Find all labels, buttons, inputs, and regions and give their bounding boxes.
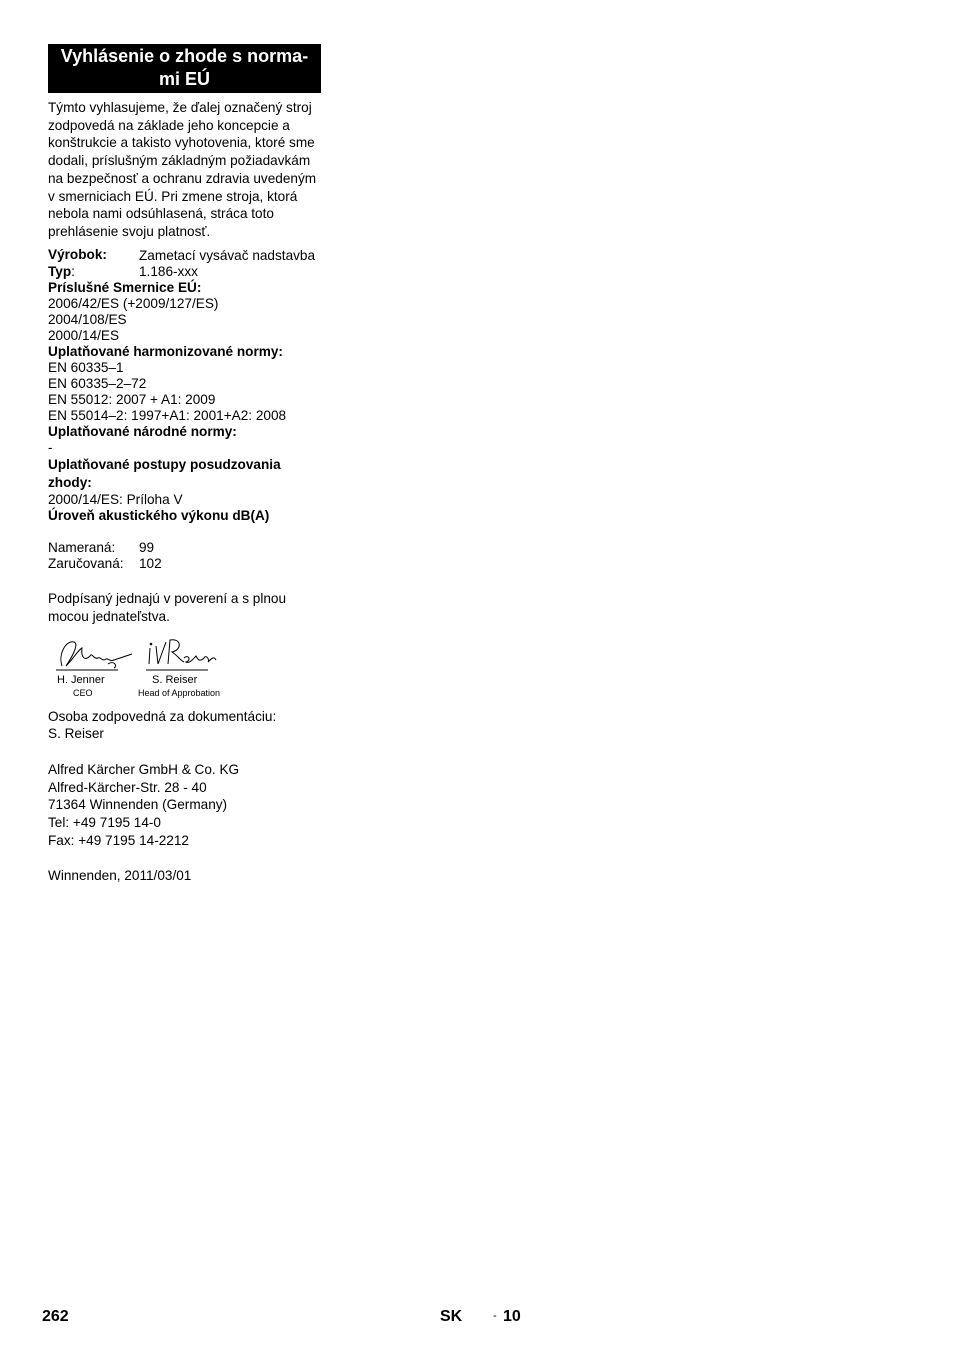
- product-row: [48, 247, 321, 265]
- signature-role-reiser: Head of Approbation: [138, 687, 221, 698]
- directive-item: 2006/42/ES (+2009/127/ES): [48, 296, 219, 312]
- harmonized-item: EN 55014–2: 1997+A1: 2001+A2: 2008: [48, 408, 287, 424]
- documentation-label: Osoba zodpovedná za dokumentáciu:: [48, 708, 277, 724]
- page-number: 262: [42, 1308, 69, 1325]
- directive-item: 2004/108/ES: [48, 312, 127, 328]
- product-value: Zametací vysávač nadstavba: [139, 247, 316, 263]
- page-title: [48, 44, 321, 93]
- noise-guaranteed-label: Zaručovaná:: [48, 556, 124, 572]
- national-value: -: [48, 440, 53, 456]
- noise-guaranteed-row: [48, 556, 321, 572]
- place-date: Winnenden, 2011/03/01: [48, 868, 192, 884]
- signature-role-jenner: CEO: [73, 687, 93, 698]
- signature-name-reiser: S. Reiser: [152, 673, 198, 686]
- directives-label: Príslušné Smernice EÚ:: [48, 280, 202, 296]
- signature-reiser: [146, 640, 216, 670]
- intro-paragraph: Týmto vyhlasujeme, že ďalej označený stroj zodpovedá na základe jeho koncepcie a konštrukcie a takisto vyhotovenia, ktoré sme dodali, príslušným základným požiadavkám na bezpečnosť a ochranu zdravia uvedeným v smerniciach EÚ. Pri zmene stroja, ktorá nebola nami odsúhlasená, stráca toto prehlásenie svoju platnosť.: [48, 100, 317, 239]
- company-line: Alfred-Kärcher-Str. 28 - 40: [48, 779, 207, 795]
- signature-block: [48, 636, 321, 698]
- footer-separator: -: [493, 1310, 497, 1322]
- company-line: Alfred Kärcher GmbH & Co. KG: [48, 761, 240, 777]
- company-line: Tel: +49 7195 14-0: [48, 814, 161, 830]
- assessment-value: 2000/14/ES: Príloha V: [48, 492, 183, 508]
- harmonized-item: EN 60335–1: [48, 360, 124, 376]
- sub-page-number: 10: [503, 1308, 521, 1325]
- harmonized-label: Uplatňované harmonizované normy:: [48, 344, 283, 360]
- product-label: Výrobok:: [48, 246, 107, 262]
- signature-images: [48, 636, 321, 678]
- noise-measured-label: Nameraná:: [48, 540, 116, 556]
- signature-name-jenner: H. Jenner: [57, 673, 105, 686]
- harmonized-item: EN 60335–2–72: [48, 376, 147, 392]
- national-label: Uplatňované národné normy:: [48, 424, 237, 440]
- language-code: SK: [440, 1308, 463, 1325]
- noise-measured-row: [48, 540, 321, 556]
- title-line-2: mi EÚ: [158, 69, 210, 89]
- authorization-text: Podpísaný jednajú v poverení a s plnou mocou jednateľstva.: [48, 591, 287, 625]
- noise-label: Úroveň akustického výkonu dB(A): [48, 508, 270, 524]
- signature-jenner: [56, 642, 132, 670]
- documentation-name: S. Reiser: [48, 726, 104, 742]
- company-line: 71364 Winnenden (Germany): [48, 797, 228, 813]
- type-colon: :: [71, 264, 75, 280]
- type-value: 1.186-xxx: [139, 264, 198, 280]
- assessment-label: Uplatňované postupy posudzovania zhody:: [48, 457, 281, 491]
- type-label: Typ: [48, 264, 72, 280]
- company-line: Fax: +49 7195 14-2212: [48, 832, 189, 848]
- noise-guaranteed-value: 102: [139, 556, 162, 572]
- declaration-column: [48, 44, 321, 885]
- type-row: [48, 264, 321, 280]
- harmonized-item: EN 55012: 2007 + A1: 2009: [48, 392, 216, 408]
- directive-item: 2000/14/ES: [48, 328, 120, 344]
- noise-measured-value: 99: [139, 540, 155, 556]
- title-line-1: Vyhlásenie o zhode s norma-: [60, 46, 309, 66]
